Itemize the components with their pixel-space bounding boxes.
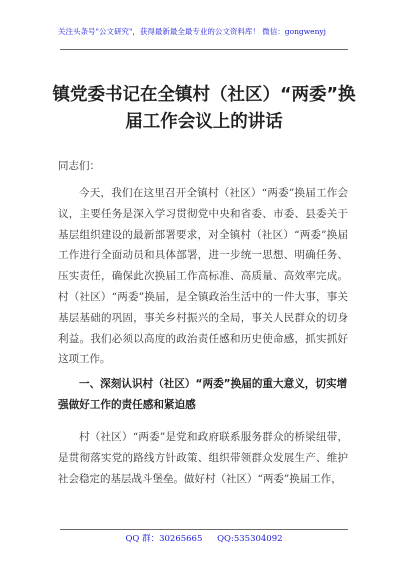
salutation: 同志们：: [58, 160, 100, 172]
header-notice[interactable]: 关注头条号"公文研究"，获得最新最全最专业的公文资料库！ 微信：gongwenyj: [58, 27, 326, 36]
footer-divider: [60, 529, 348, 530]
footer-qq-group[interactable]: QQ 群：30265665: [125, 534, 203, 544]
section-heading-1: 一、深刻认识村（社区）“两委”换届的重大意义，切实增强做好工作的责任感和紧迫感: [58, 378, 348, 411]
header-divider: [60, 49, 348, 50]
paragraph-2: 村（社区）“两委”是党和政府联系服务群众的桥梁纽带，是贯彻落实党的路线方针政策、组织带领群众发展生产、维护社会稳定的基层战斗堡垒。做好村（社区）“两委”换届工作，: [58, 431, 348, 485]
footer: [0, 533, 408, 545]
document-title: 镇党委书记在全镇村（社区）“两委”换届工作会议上的讲话: [52, 85, 356, 132]
paragraph-1: 今天，我们在这里召开全镇村（社区）“两委”换届工作会议，主要任务是深入学习贯彻党中央和省委、市委、县委关于基层组织建设的最新部署要求，对全镇村（社区）“两委”换届工作进行全面动员和具体部署，进一步统一思想、明确任务、压实责任，确保此次换届工作高标准、高质量、高效率完成。村（社区）“两委”换届，是全镇政治生活中的一件大事，事关基层基础的巩固，事关乡村振兴的全局，事关人民群众的切身利益。我们必须以高度的政治责任感和历史使命感，抓实抓好这项工作。: [58, 187, 348, 366]
footer-qq[interactable]: QQ:535304092: [217, 534, 283, 544]
